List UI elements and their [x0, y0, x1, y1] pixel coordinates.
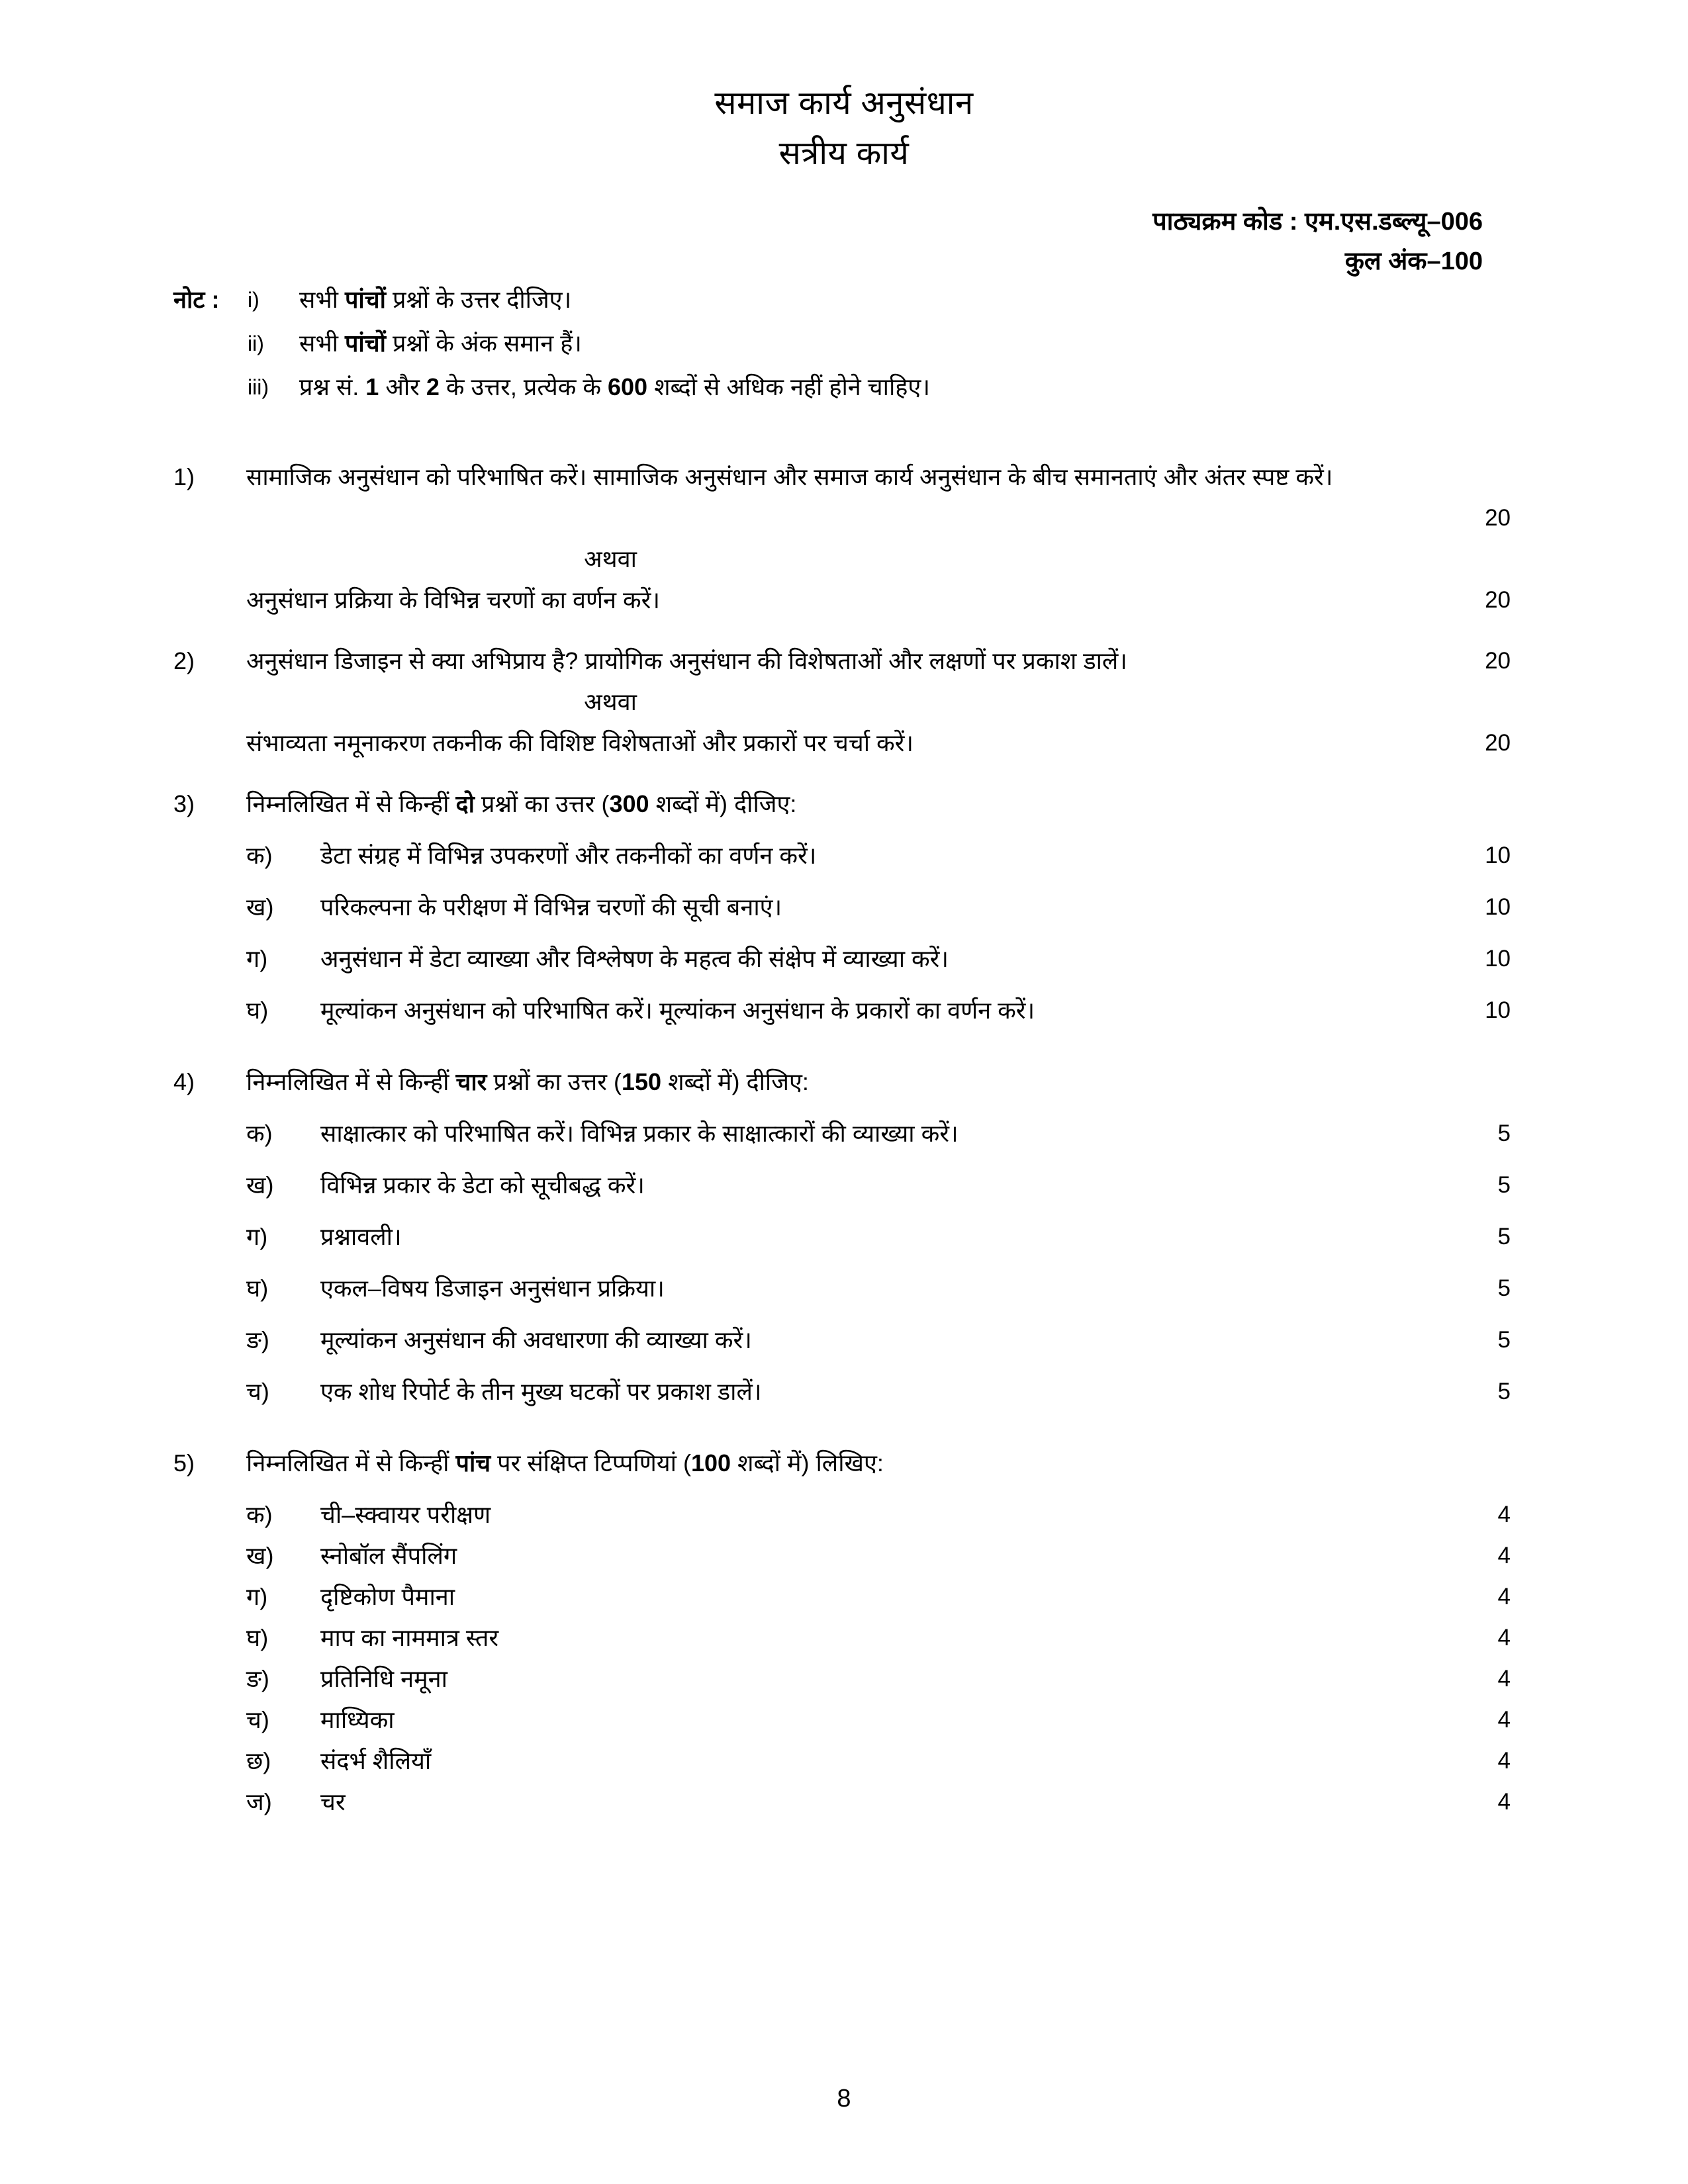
note-text: सभी पांचों प्रश्नों के अंक समान हैं।: [299, 330, 582, 357]
sub-question-text: परिकल्पना के परीक्षण में विभिन्न चरणों की सूची बनाएं।: [320, 893, 782, 921]
question-block-4: [173, 1062, 1511, 1412]
sub-question-label: ख): [246, 1542, 274, 1569]
sub-question-label: घ): [246, 1624, 269, 1651]
question-text: अनुसंधान डिजाइन से क्या अभिप्राय है? प्रायोगिक अनुसंधान की विशेषताओं और लक्षणों पर प्रकाश डालें।: [246, 647, 1127, 674]
notes-section: [173, 278, 1497, 409]
question-marks: 20: [1485, 505, 1511, 531]
sub-question-label: ग): [246, 1223, 268, 1250]
question-text: सामाजिक अनुसंधान को परिभाषित करें। सामाजिक अनुसंधान और समाज कार्य अनुसंधान के बीच समानताएं और अंतर स्पष्ट करें।: [246, 463, 1333, 490]
page-title: [0, 78, 1688, 179]
title-line-secondary: सत्रीय कार्य: [778, 136, 910, 171]
question-block-5: [173, 1443, 1511, 1823]
sub-question-marks: 4: [1497, 1543, 1511, 1569]
sub-question-marks: 5: [1497, 1275, 1511, 1301]
sub-question-marks: 4: [1497, 1584, 1511, 1610]
sub-question-label: घ): [246, 1275, 269, 1302]
sub-question-row: [173, 1617, 1511, 1659]
page-number: 8: [837, 2085, 851, 2113]
sub-question-row: [173, 1216, 1511, 1257]
question-block-1: [173, 457, 1511, 621]
sub-question-marks: 10: [1485, 997, 1511, 1023]
sub-question-row: [173, 1576, 1511, 1617]
sub-question-label: ङ): [246, 1326, 269, 1353]
title-line-primary: समाज कार्य अनुसंधान: [714, 85, 974, 121]
sub-question-row: [173, 990, 1511, 1031]
note-item: [173, 322, 1497, 365]
course-code: पाठ्यक्रम कोड : एम.एस.डब्ल्यू–006: [1152, 208, 1483, 236]
question-number: 3): [173, 790, 195, 817]
sub-question-label: छ): [246, 1747, 271, 1774]
sub-question-label: क): [246, 1120, 273, 1147]
sub-question-label: ख): [246, 893, 274, 921]
question-alternative-marks: 20: [1485, 730, 1511, 756]
note-numeral: iii): [248, 375, 269, 399]
sub-question-row: [173, 887, 1511, 928]
sub-question-label: क): [246, 842, 273, 869]
sub-question-row: [173, 1165, 1511, 1206]
sub-question-row: [173, 1113, 1511, 1154]
question-alternative-row: [173, 723, 1511, 764]
sub-question-text: ची–स्क्वायर परीक्षण: [320, 1501, 491, 1528]
sub-question-row: [173, 1700, 1511, 1741]
sub-question-row: [173, 1535, 1511, 1576]
sub-question-label: च): [246, 1706, 269, 1733]
sub-question-text: प्रश्नावली।: [320, 1223, 402, 1250]
question-head-text: निम्नलिखित में से किन्हीं पांच पर संक्षिप्त टिप्पणियां (100 शब्दों में) लिखिए:: [246, 1449, 884, 1477]
note-item: [173, 278, 1497, 322]
sub-question-row: [173, 1782, 1511, 1823]
sub-question-label: ग): [246, 1583, 268, 1610]
note-numeral: i): [248, 288, 259, 312]
question-number: 2): [173, 647, 195, 674]
sub-question-marks: 5: [1497, 1120, 1511, 1146]
question-number: 5): [173, 1449, 195, 1477]
question-head-text: निम्नलिखित में से किन्हीं दो प्रश्नों का उत्तर (300 शब्दों में) दीजिए:: [246, 790, 797, 817]
question-head-row: [173, 1062, 1511, 1103]
question-marks: 20: [1485, 648, 1511, 674]
sub-question-text: विभिन्न प्रकार के डेटा को सूचीबद्ध करें।: [320, 1171, 645, 1199]
alternative-label: अथवा: [584, 545, 637, 572]
question-head-row: [173, 784, 1511, 825]
question-marks-row: [173, 498, 1511, 539]
sub-question-marks: 10: [1485, 946, 1511, 972]
question-row: [173, 457, 1511, 498]
note-text: प्रश्न सं. 1 और 2 के उत्तर, प्रत्येक के 600 शब्दों से अधिक नहीं होने चाहिए।: [299, 373, 930, 400]
sub-question-text: संदर्भ शैलियाँ: [320, 1747, 432, 1774]
question-head-text: निम्नलिखित में से किन्हीं चार प्रश्नों का उत्तर (150 शब्दों में) दीजिए:: [246, 1068, 809, 1095]
sub-question-row: [173, 1741, 1511, 1782]
sub-question-label: घ): [246, 997, 269, 1024]
sub-question-marks: 4: [1497, 1666, 1511, 1692]
question-row: [173, 641, 1511, 682]
sub-question-label: ङ): [246, 1665, 269, 1692]
sub-question-label: ख): [246, 1171, 274, 1199]
question-alternative-row: [173, 580, 1511, 621]
sub-question-label: च): [246, 1378, 269, 1405]
question-block-3: [173, 784, 1511, 1031]
question-number: 1): [173, 463, 195, 490]
sub-question-text: मूल्यांकन अनुसंधान को परिभाषित करें। मूल्यांकन अनुसंधान के प्रकारों का वर्णन करें।: [320, 997, 1035, 1024]
sub-question-label: ग): [246, 945, 268, 972]
sub-question-marks: 4: [1497, 1502, 1511, 1527]
sub-question-row: [173, 1268, 1511, 1309]
question-block-2: [173, 641, 1511, 764]
questions-section: [173, 457, 1511, 1823]
sub-question-row: [173, 1494, 1511, 1535]
sub-question-text: प्रतिनिधि नमूना: [320, 1665, 447, 1692]
sub-question-marks: 4: [1497, 1748, 1511, 1774]
sub-question-label: ज): [246, 1788, 272, 1815]
sub-question-marks: 5: [1497, 1327, 1511, 1353]
note-item: [173, 365, 1497, 409]
sub-question-row: [173, 1371, 1511, 1412]
note-text: सभी पांचों प्रश्नों के उत्तर दीजिए।: [299, 286, 572, 313]
question-alternative-marks: 20: [1485, 587, 1511, 613]
question-head-row: [173, 1443, 1511, 1484]
sub-question-marks: 10: [1485, 894, 1511, 920]
sub-question-text: माध्यिका: [320, 1706, 395, 1733]
sub-question-text: चर: [320, 1788, 346, 1815]
sub-question-text: दृष्टिकोण पैमाना: [320, 1583, 455, 1610]
sub-question-text: एकल–विषय डिजाइन अनुसंधान प्रक्रिया।: [320, 1275, 665, 1302]
question-alternative-text: संभाव्यता नमूनाकरण तकनीक की विशिष्ट विशेषताओं और प्रकारों पर चर्चा करें।: [246, 729, 914, 756]
sub-question-text: साक्षात्कार को परिभाषित करें। विभिन्न प्रकार के साक्षात्कारों की व्याख्या करें।: [320, 1120, 959, 1147]
sub-question-text: स्नोबॉल सैंपलिंग: [320, 1542, 457, 1569]
sub-question-marks: 4: [1497, 1789, 1511, 1815]
sub-question-marks: 4: [1497, 1625, 1511, 1651]
sub-question-marks: 5: [1497, 1172, 1511, 1198]
sub-question-row: [173, 1659, 1511, 1700]
sub-question-label: क): [246, 1501, 273, 1528]
note-numeral: ii): [248, 332, 264, 355]
sub-question-text: माप का नाममात्र स्तर: [320, 1624, 499, 1651]
sub-question-marks: 4: [1497, 1707, 1511, 1733]
alternative-label: अथवा: [584, 688, 637, 715]
course-meta: [1152, 202, 1483, 281]
sub-question-text: मूल्यांकन अनुसंधान की अवधारणा की व्याख्या करें।: [320, 1326, 752, 1353]
question-number: 4): [173, 1068, 195, 1095]
sub-question-marks: 10: [1485, 842, 1511, 868]
sub-question-row: [173, 1320, 1511, 1361]
sub-question-marks: 5: [1497, 1224, 1511, 1250]
notes-label: नोट :: [173, 286, 220, 313]
sub-question-text: एक शोध रिपोर्ट के तीन मुख्य घटकों पर प्रकाश डालें।: [320, 1378, 762, 1405]
sub-question-row: [173, 938, 1511, 979]
sub-question-text: अनुसंधान में डेटा व्याख्या और विश्लेषण के महत्व की संक्षेप में व्याख्या करें।: [320, 945, 949, 972]
sub-question-row: [173, 835, 1511, 876]
sub-question-marks: 5: [1497, 1379, 1511, 1404]
total-marks: कुल अंक–100: [1344, 248, 1483, 275]
question-alternative-text: अनुसंधान प्रक्रिया के विभिन्न चरणों का वर्णन करें।: [246, 586, 661, 614]
sub-question-text: डेटा संग्रह में विभिन्न उपकरणों और तकनीकों का वर्णन करें।: [320, 842, 817, 869]
